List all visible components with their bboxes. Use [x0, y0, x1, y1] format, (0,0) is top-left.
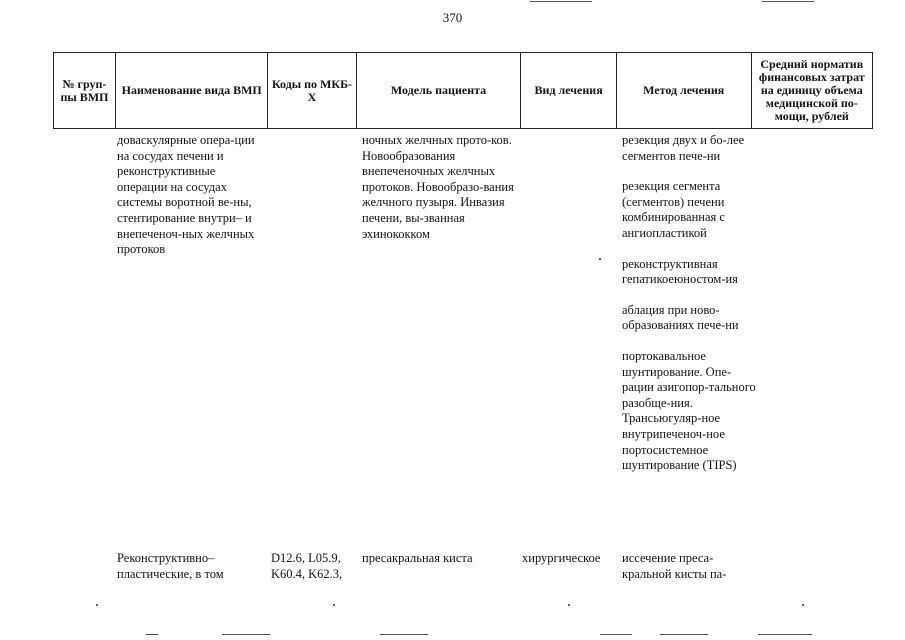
row2-treatment-method: иссечение преса-кральной кисты па-	[622, 551, 727, 581]
row1-patient-model: ночных желчных прото-ков. Новообразования внепеченочных желчных протоков. Новообразо-вания желчного пузыря. Инвазия печени, вы-званная эхинококком	[362, 133, 514, 241]
scan-dot	[599, 258, 601, 260]
row2-treatment-type: хирургическое	[522, 551, 601, 565]
scan-dot	[96, 604, 98, 606]
header-cost-standard: Средний норматив финансовых затрат на единицу объема медицинской по-мощи, рублей	[751, 53, 872, 129]
method-item: реконструктивная гепатикоеюностом-ия	[622, 256, 738, 287]
scan-mark	[380, 634, 428, 635]
table-header	[53, 52, 873, 129]
header-group-number: № груп-пы ВМП	[54, 53, 116, 129]
row2-vmp-name: Реконструктивно–пластические, в том	[117, 551, 224, 581]
scan-dot	[333, 604, 335, 606]
header-icd-codes: Коды по МКБ-Х	[268, 53, 356, 129]
scan-mark	[660, 634, 708, 635]
row2-patient-model: пресакральная киста	[362, 551, 473, 565]
header-patient-model: Модель пациента	[356, 53, 521, 129]
page-number: 370	[442, 10, 463, 25]
scan-mark	[146, 634, 158, 635]
scan-mark	[600, 634, 632, 635]
row1-methods	[622, 133, 756, 489]
scan-dot	[568, 604, 570, 606]
header-treatment-method: Метод лечения	[616, 53, 751, 129]
method-item: резекция сегмента (сегментов) печени комбинированная с ангиопластикой	[622, 179, 725, 240]
scan-mark	[758, 634, 812, 635]
header-vmp-name: Наименование вида ВМП	[115, 53, 267, 129]
row2-icd-codes: D12.6, L05.9, K60.4, K62.3,	[271, 551, 343, 581]
scan-dot	[802, 604, 804, 606]
method-item: резекция двух и бо-лее сегментов пече-ни	[622, 133, 745, 163]
scan-mark	[530, 1, 592, 2]
method-item: аблация при ново-образованиях пече-ни	[622, 302, 739, 333]
scan-mark	[762, 1, 814, 2]
header-treatment-type: Вид лечения	[521, 53, 616, 129]
scan-mark	[222, 634, 270, 635]
method-item: портокавальное шунтирование. Опе-рации азигопор-тального разобще-ния. Трансьюгуляр-ное внутрипеченоч-ное портосистемное шунтирование (TIPS)	[622, 348, 756, 473]
row1-vmp-name: доваскулярные опера-ции на сосудах печени и реконструктивные операции на сосудах системы воротной ве-ны, стентирование внутри– и внепеченоч-ных желчных протоков	[117, 133, 255, 257]
